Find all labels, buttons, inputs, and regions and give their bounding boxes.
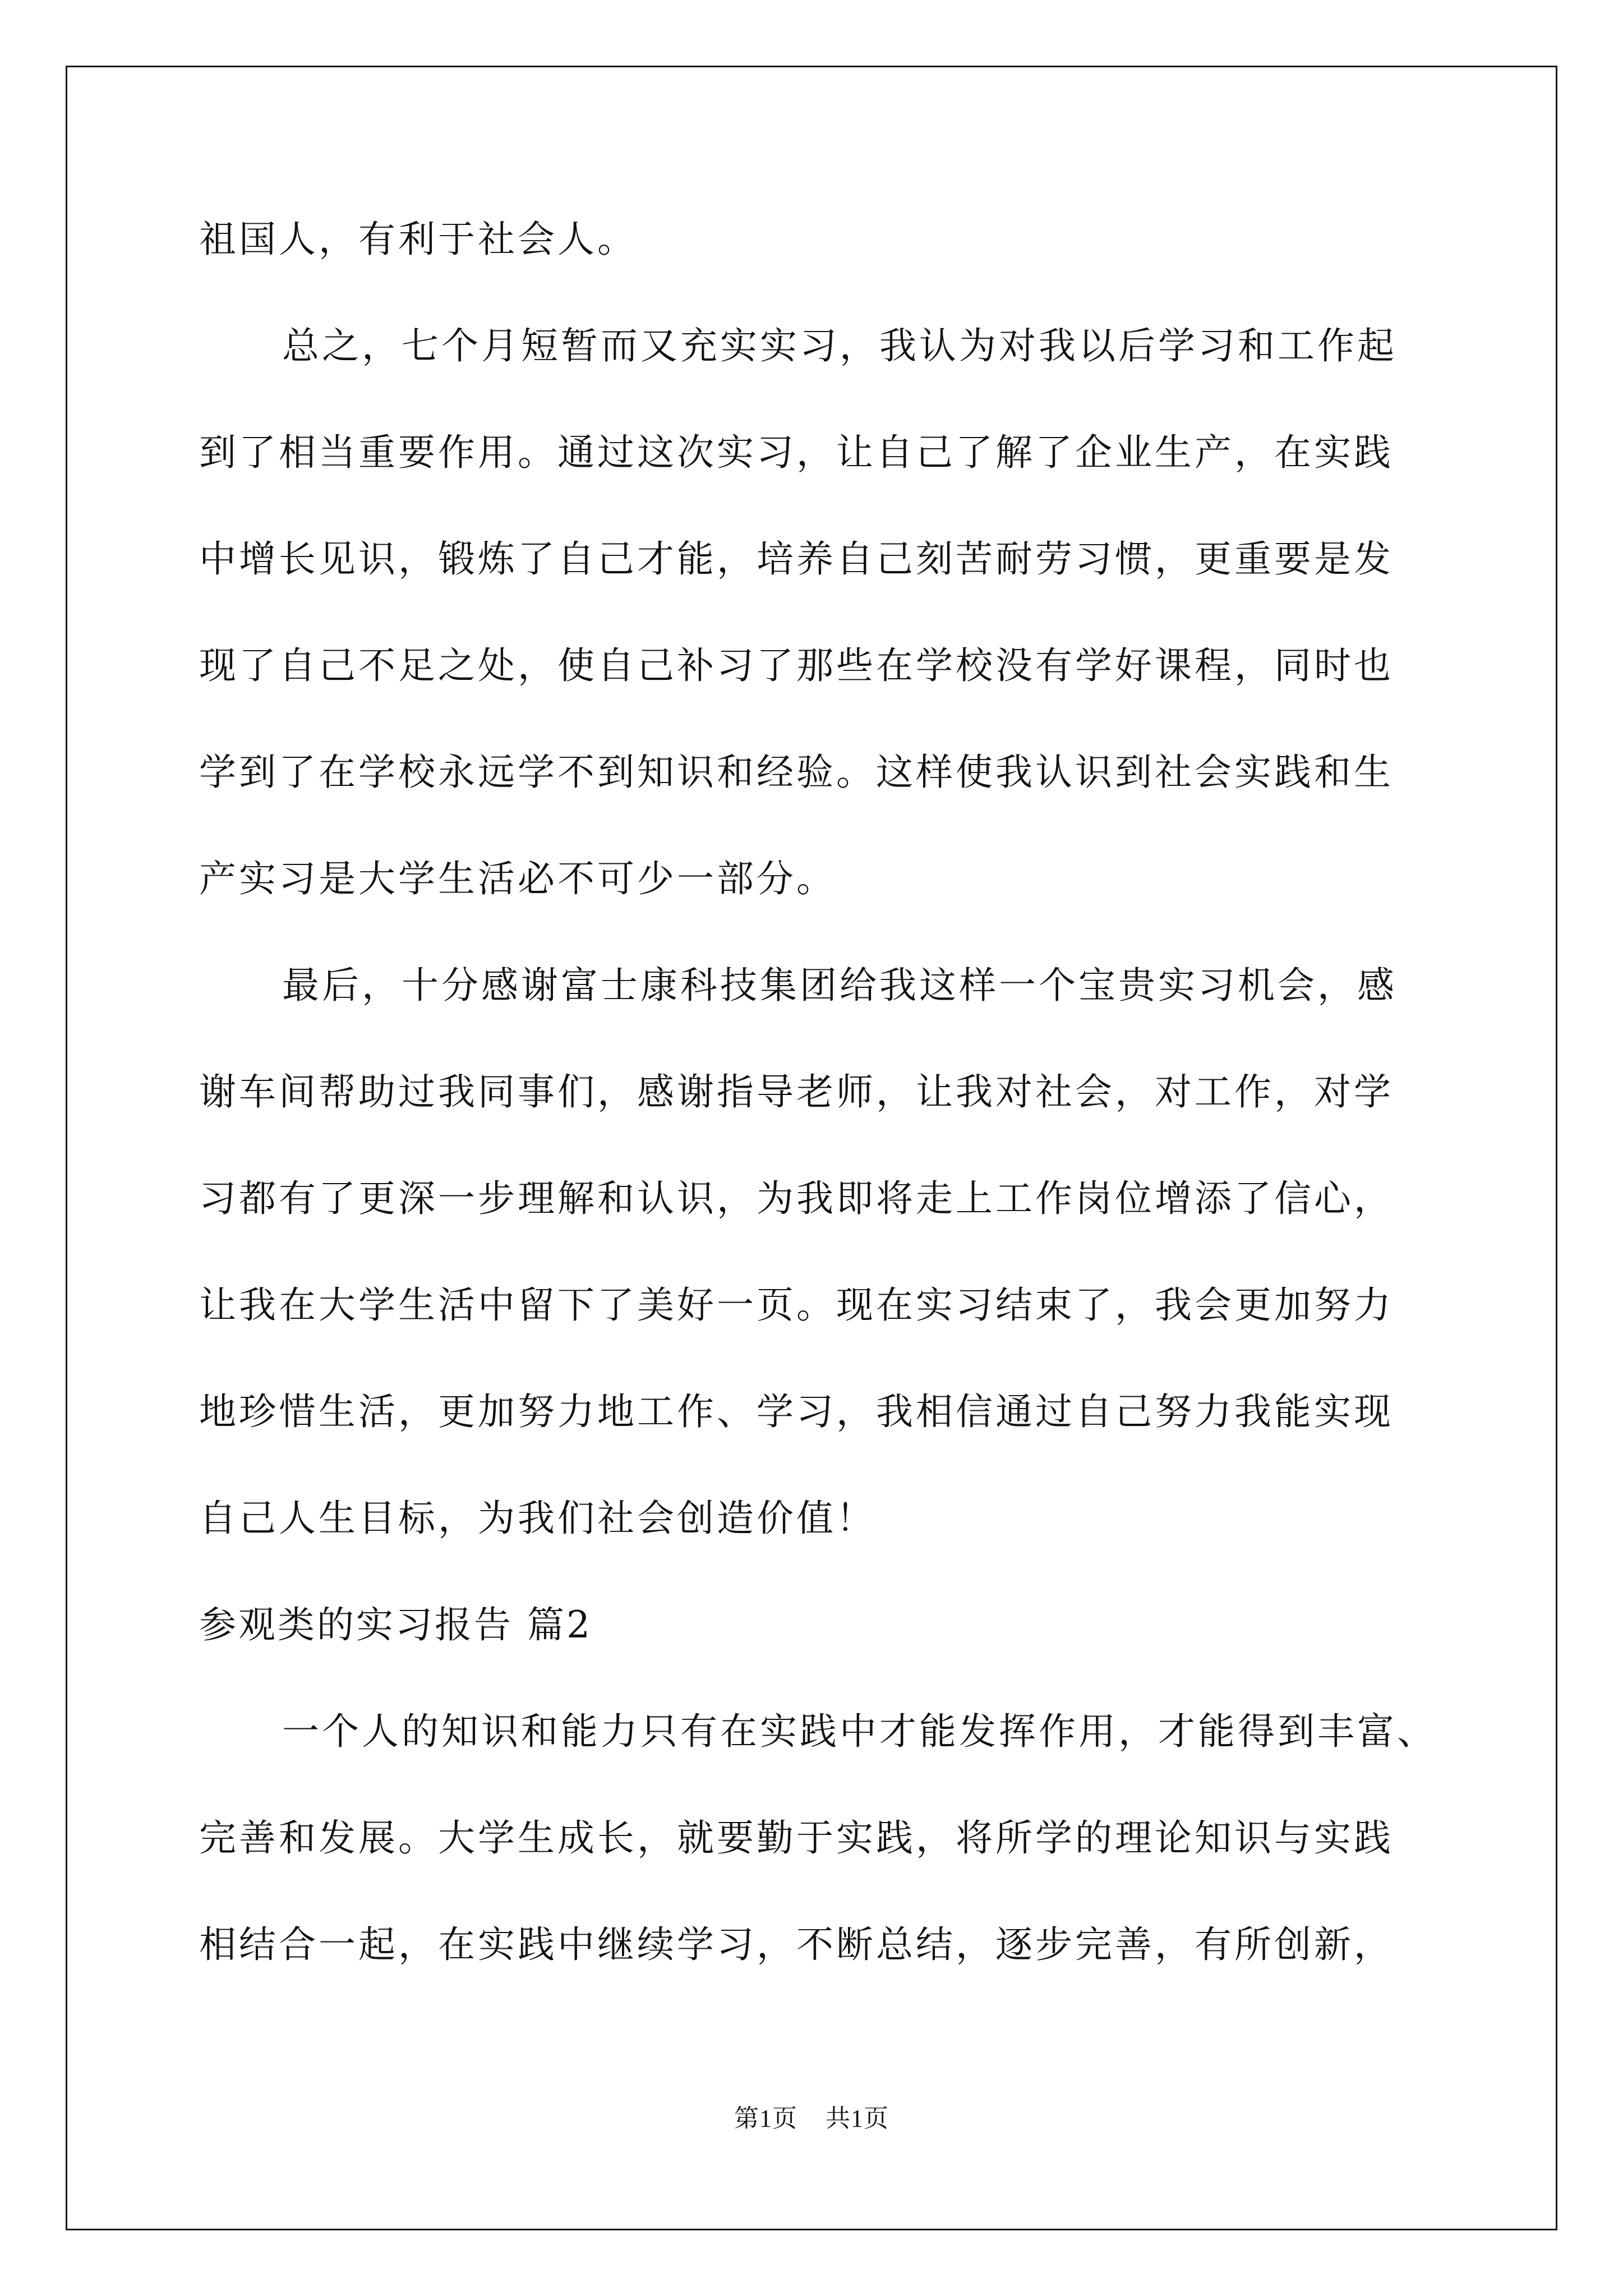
text-line: 产实习是大学生活必不可少一部分。 (199, 857, 836, 900)
text-line: 中增长见识，锻炼了自己才能，培养自己刻苦耐劳习惯，更重要是发 (199, 537, 1394, 581)
text-line: 完善和发展。大学生成长，就要勤于实践，将所学的理论知识与实践 (199, 1816, 1394, 1860)
text-line: 相结合一起，在实践中继续学习，不断总结，逐步完善，有所创新， (199, 1923, 1394, 1966)
text-line: 自己人生目标，为我们社会创造价值！ (199, 1497, 876, 1540)
section-heading: 参观类的实习报告 篇2 (199, 1603, 592, 1646)
text-line: 祖国人，有利于社会人。 (199, 218, 637, 261)
page-footer (0, 2098, 1623, 2134)
paragraph-start: 总之，七个月短暂而又充实实习，我认为对我以后学习和工作起 (282, 324, 1397, 367)
document-body (199, 212, 1489, 2024)
text-line: 谢车间帮助过我同事们，感谢指导老师，让我对社会，对工作，对学 (199, 1070, 1394, 1114)
text-line: 到了相当重要作用。通过这次实习，让自己了解了企业生产，在实践 (199, 431, 1394, 474)
text-line: 习都有了更深一步理解和认识，为我即将走上工作岗位增添了信心， (199, 1177, 1394, 1220)
page-number-total: 共1页 (826, 2105, 889, 2132)
page-number-current: 第1页 (734, 2105, 797, 2132)
text-line: 让我在大学生活中留下了美好一页。现在实习结束了，我会更加努力 (199, 1283, 1394, 1327)
text-line: 学到了在学校永远学不到知识和经验。这样使我认识到社会实践和生 (199, 751, 1394, 794)
paragraph-start: 一个人的知识和能力只有在实践中才能发挥作用，才能得到丰富、 (282, 1710, 1437, 1753)
text-line: 现了自己不足之处，使自己补习了那些在学校没有学好课程，同时也 (199, 644, 1394, 687)
paragraph-start: 最后，十分感谢富士康科技集团给我这样一个宝贵实习机会，感 (282, 964, 1397, 1007)
text-line: 地珍惜生活，更加努力地工作、学习，我相信通过自己努力我能实现 (199, 1390, 1394, 1433)
